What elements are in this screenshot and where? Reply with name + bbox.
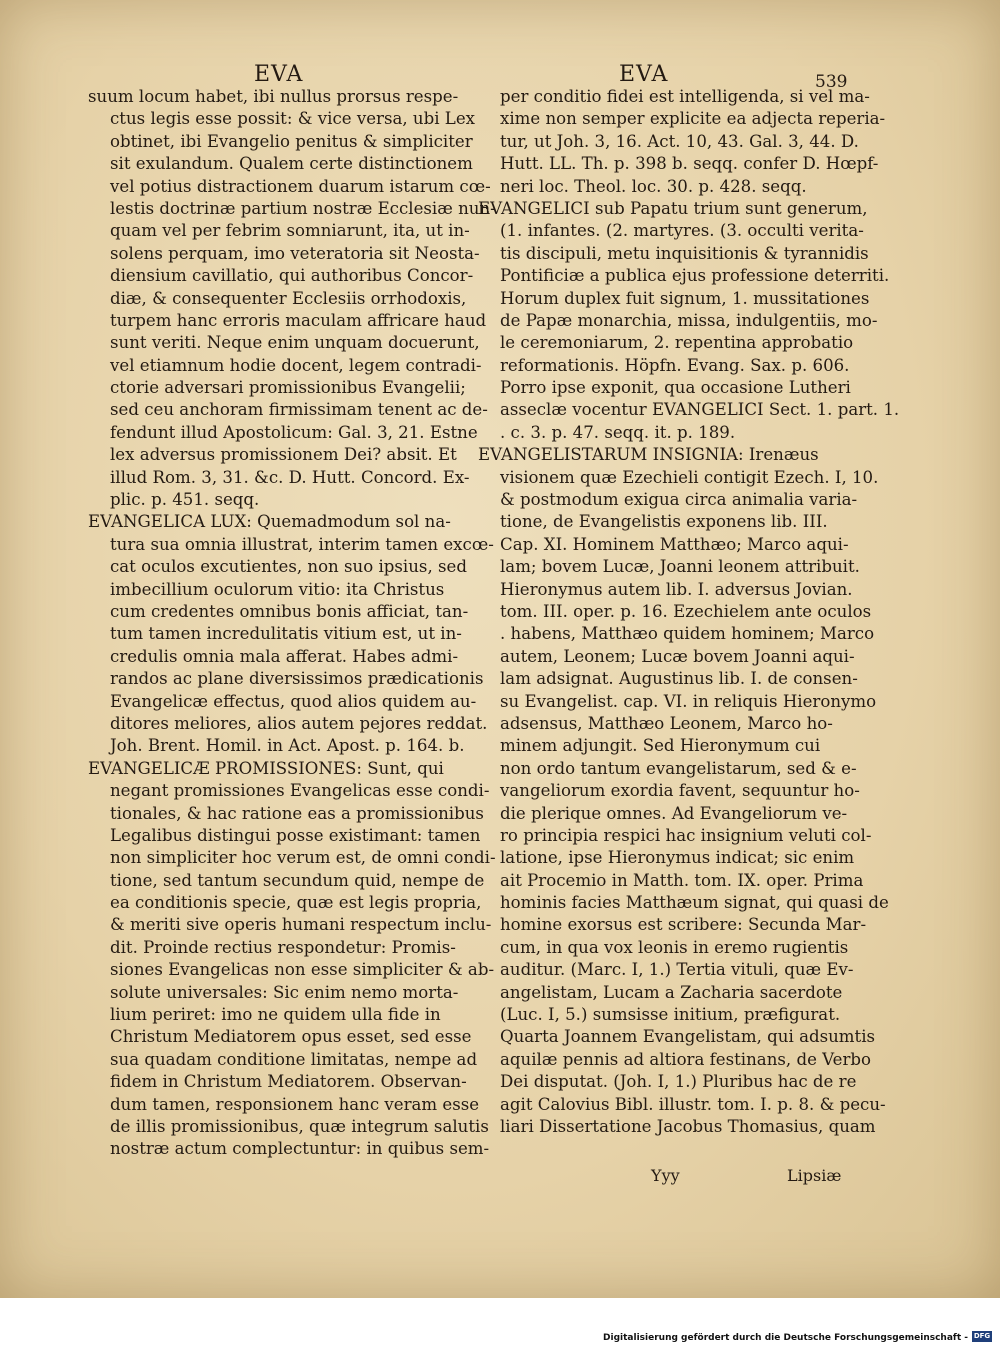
text-line: asseclæ vocentur EVANGELICI Sect. 1. part. 1. [500, 400, 900, 420]
text-line: tur, ut Joh. 3, 16. Act. 10, 43. Gal. 3, 44. D. [500, 131, 859, 151]
text-line: imbecillium oculorum vitio: ita Christus [110, 579, 445, 599]
text-line: obtinet, ibi Evangelio penitus & simpliciter [110, 131, 473, 151]
text-line: ea conditionis specie, quæ est legis propria, [110, 893, 482, 913]
text-line: Hutt. LL. Th. p. 398 b. seqq. confer D. Hœpf- [500, 154, 879, 174]
text-line: diensium cavillatio, qui authoribus Concor- [110, 266, 474, 286]
text-line: adsensus, Matthæo Leonem, Marco ho- [500, 713, 833, 733]
text-line: die plerique omnes. Ad Evangeliorum ve- [500, 803, 848, 823]
text-line: (1. infantes. (2. martyres. (3. occulti verita- [500, 221, 864, 241]
text-line: fidem in Christum Mediatorem. Observan- [110, 1072, 467, 1092]
text-line: cum credentes omnibus bonis afficiat, tan- [110, 601, 469, 621]
text-line: sua quadam conditione limitatas, nempe ad [110, 1049, 478, 1069]
text-line: Porro ipse exponit, qua occasione Lutheri [500, 378, 851, 398]
text-line: Christum Mediatorem opus esset, sed esse [110, 1027, 472, 1047]
text-line: suum locum habet, ibi nullus prorsus respe- [88, 87, 459, 106]
text-line: siones Evangelicas non esse simpliciter & ab- [110, 960, 495, 980]
text-line: fendunt illud Apostolicum: Gal. 3, 21. Estne [110, 422, 478, 442]
text-line: & meriti sive operis humani respectum inclu- [110, 915, 492, 935]
text-line: solute universales: Sic enim nemo morta- [110, 982, 459, 1002]
text-line: lam adsignat. Augustinus lib. I. de consen- [500, 669, 858, 689]
running-head-right: EVA [619, 62, 669, 87]
text-line: liari Dissertatione Jacobus Thomasius, quam [500, 1116, 876, 1136]
text-line: plic. p. 451. seqq. [110, 490, 260, 510]
text-line: . c. 3. p. 47. seqq. it. p. 189. [500, 422, 736, 442]
text-line: ctorie adversari promissionibus Evangelii; [110, 378, 466, 398]
text-line: turpem hanc erroris maculam affricare haud [110, 310, 487, 330]
text-line: Legalibus distingui posse existimant: tamen [110, 825, 481, 845]
text-line: non ordo tantum evangelistarum, sed & e- [500, 758, 857, 778]
text-line: diæ, & consequenter Ecclesiis orrhodoxis, [110, 288, 467, 308]
text-line: Dei disputat. (Joh. I, 1.) Pluribus hac de re [500, 1072, 857, 1092]
text-line: dum tamen, responsionem hanc veram esse [110, 1094, 480, 1114]
text-line: tura sua omnia illustrat, interim tamen excœ- [110, 534, 494, 554]
text-line: ait Procemio in Matth. tom. IX. oper. Prima [500, 870, 864, 890]
text-line: cum, in qua vox leonis in eremo rugientis [500, 937, 849, 957]
text-line: Horum duplex fuit signum, 1. mussitationes [500, 288, 870, 308]
text-line: minem adjungit. Sed Hieronymum cui [500, 736, 821, 756]
text-line: Hieronymus autem lib. I. adversus Jovian. [500, 579, 853, 599]
text-line: Pontificiæ a publica ejus professione deterriti. [500, 266, 890, 286]
text-line: per conditio fidei est intelligenda, si vel ma- [500, 87, 870, 106]
text-line: credulis omnia mala afferat. Habes admi- [110, 646, 459, 666]
text-line: reformationis. Höpfn. Evang. Sax. p. 606. [500, 355, 850, 375]
signature-mark: Yyy [651, 1166, 680, 1185]
dfg-logo-icon: DFG [973, 1332, 991, 1340]
text-line: tionales, & hac ratione eas a promissionibus [110, 803, 484, 823]
text-line: tom. III. oper. p. 16. Ezechielem ante oculos [500, 601, 872, 621]
text-line: angelistam, Lucam a Zacharia sacerdote [500, 982, 843, 1002]
running-head-left: EVA [254, 62, 304, 87]
text-line: Cap. XI. Hominem Matthæo; Marco aqui- [500, 534, 849, 554]
text-line: negant promissiones Evangelicas esse condi- [110, 781, 490, 801]
right-column [478, 86, 900, 1138]
catchword: Lipsiæ [787, 1166, 842, 1185]
text-line: agit Calovius Bibl. illustr. tom. I. p. 8. & pecu- [500, 1094, 886, 1114]
text-line: non simpliciter hoc verum est, de omni condi- [110, 848, 496, 868]
text-line: quam vel per febrim somniarunt, ita, ut in- [110, 221, 470, 241]
text-line: autem, Leonem; Lucæ bovem Joanni aqui- [500, 646, 855, 666]
text-line: lestis doctrinæ partium nostræ Ecclesiæ nun- [110, 198, 496, 218]
text-line: sunt veriti. Neque enim unquam docuerunt, [110, 333, 480, 353]
text-line: aquilæ pennis ad altiora festinans, de Verbo [500, 1049, 871, 1069]
text-line: (Luc. I, 5.) sumsisse initium, præfigurat. [500, 1005, 841, 1025]
text-line: cat oculos excutientes, non suo ipsius, sed [110, 557, 467, 577]
text-line: Joh. Brent. Homil. in Act. Apost. p. 164. b. [110, 736, 465, 756]
text-line: su Evangelist. cap. VI. in reliquis Hieronymo [500, 691, 877, 711]
text-line: vel potius distractionem duarum istarum cœ- [110, 176, 491, 196]
text-line: neri loc. Theol. loc. 30. p. 428. seqq. [500, 176, 807, 196]
text-line: lam; bovem Lucæ, Joanni leonem attribuit. [500, 557, 860, 577]
text-line: latione, ipse Hieronymus indicat; sic enim [500, 848, 855, 868]
text-line: . habens, Matthæo quidem hominem; Marco [500, 624, 875, 644]
text-line: hominis facies Matthæum signat, qui quasi de [500, 893, 889, 913]
text-line: lex adversus promissionem Dei? absit. Et [110, 445, 457, 465]
text-line: ditores meliores, alios autem pejores reddat. [110, 713, 488, 733]
text-line: vel etiamnum hodie docent, legem contradi- [110, 355, 482, 375]
left-column [88, 86, 496, 1161]
text-line: dit. Proinde rectius respondetur: Promis- [110, 937, 456, 957]
text-line: EVANGELICÆ PROMISSIONES: Sunt, qui [88, 758, 444, 778]
text-line: EVANGELICI sub Papatu trium sunt generum, [478, 198, 868, 218]
text-line: de illis promissionibus, quæ integrum salutis [110, 1116, 489, 1136]
text-line: lium periret: imo ne quidem ulla fide in [110, 1005, 441, 1025]
text-line: nostræ actum complectuntur: in quibus sem- [110, 1139, 490, 1159]
text-line: Evangelicæ effectus, quod alios quidem au- [110, 691, 477, 711]
text-line: illud Rom. 3, 31. &c. D. Hutt. Concord. Ex- [110, 467, 470, 487]
text-line: tione, sed tantum secundum quid, nempe de [110, 870, 485, 890]
text-line: tis discipuli, metu inquisitionis & tyrannidis [500, 243, 869, 263]
text-line: randos ac plane diversissimos prædicationis [110, 669, 484, 689]
text-line: le ceremoniarum, 2. repentina approbatio [500, 333, 854, 353]
text-line: Quarta Joannem Evangelistam, qui adsumtis [500, 1027, 876, 1047]
text-line: tum tamen incredulitatis vitium est, ut in- [110, 624, 462, 644]
text-line: xime non semper explicite ea adjecta reperia- [500, 109, 886, 129]
text-line: solens perquam, imo veteratoria sit Neosta- [110, 243, 480, 263]
text-line: & postmodum exigua circa animalia varia- [500, 490, 858, 510]
text-line: ro principia respici hac insignium veluti col- [500, 825, 872, 845]
text-line: visionem quæ Ezechieli contigit Ezech. I, 10. [500, 467, 879, 487]
text-line: EVANGELISTARUM INSIGNIA: Irenæus [478, 445, 819, 465]
text-line: de Papæ monarchia, missa, indulgentiis, mo- [500, 310, 878, 330]
text-line: sit exulandum. Qualem certe distinctionem [110, 154, 473, 174]
text-line: sed ceu anchoram firmissimam tenent ac de- [110, 400, 488, 420]
text-line: ctus legis esse possit: & vice versa, ubi Lex [110, 109, 476, 129]
text-line: homine exorsus est scribere: Secunda Mar- [500, 915, 867, 935]
text-line: tione, de Evangelistis exponens lib. III. [500, 512, 828, 532]
footer-credit: Digitalisierung gefördert durch die Deutsche Forschungsgemeinschaft - [603, 1333, 968, 1343]
text-line: EVANGELICA LUX: Quemadmodum sol na- [88, 512, 451, 532]
text-line: vangeliorum exordia favent, sequuntur ho- [500, 781, 860, 801]
page-number: 539 [815, 72, 848, 92]
text-line: auditur. (Marc. I, 1.) Tertia vituli, quæ Ev- [500, 960, 854, 980]
